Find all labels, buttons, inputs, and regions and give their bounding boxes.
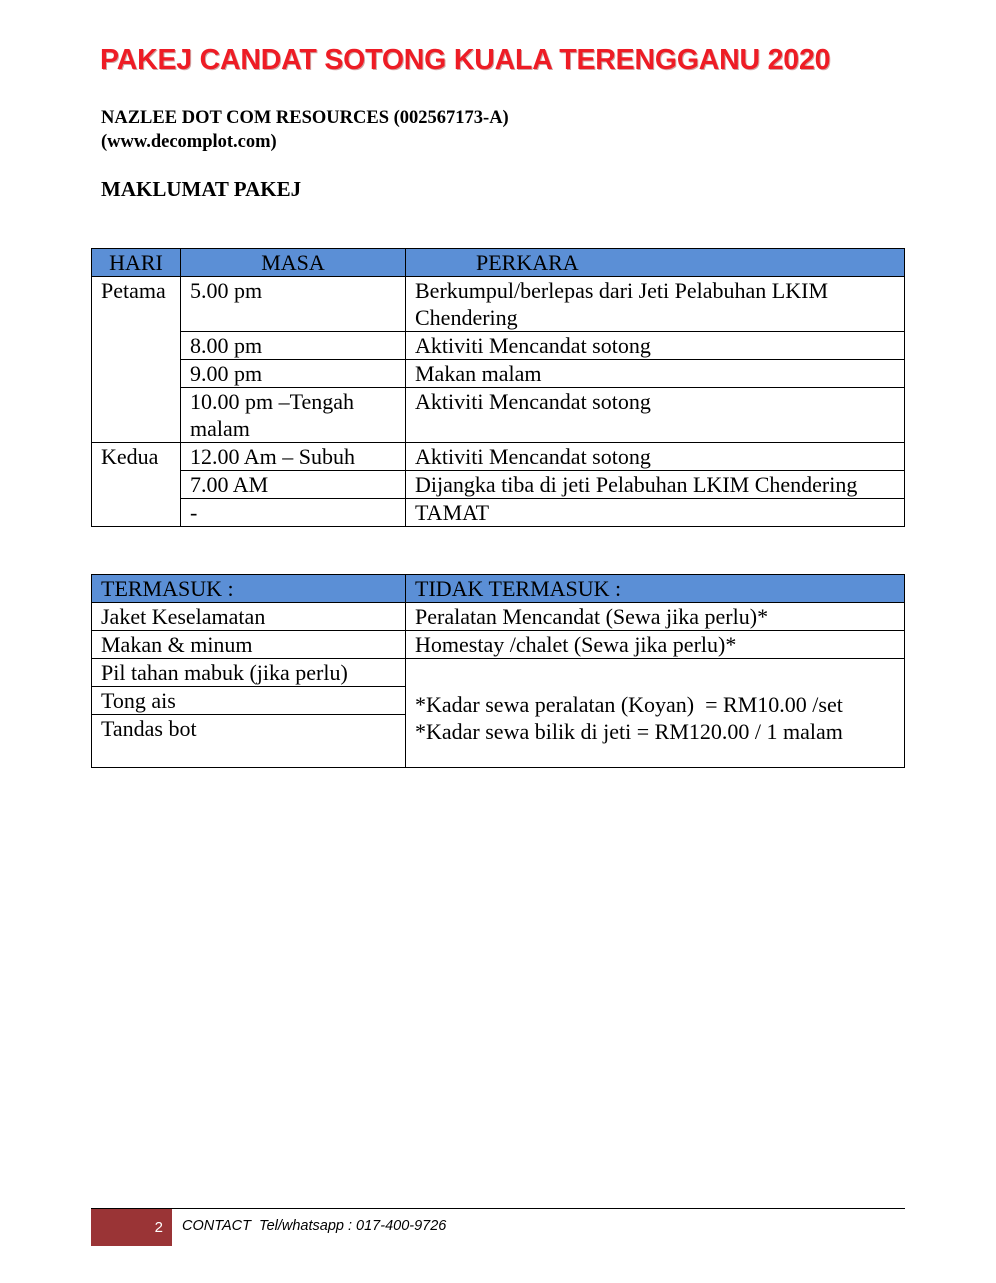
time-cell: 9.00 pm: [181, 360, 406, 388]
day-cell: [92, 499, 181, 527]
rental-rates: [406, 659, 905, 768]
included-item: Makan & minum: [92, 631, 406, 659]
day-cell: [92, 360, 181, 388]
day-cell: [92, 388, 181, 443]
header-masa: MASA: [181, 249, 406, 277]
table-row: [92, 360, 905, 388]
day-cell: [92, 332, 181, 360]
table-row: [92, 603, 905, 631]
activity-cell: TAMAT: [406, 499, 905, 527]
header-included: TERMASUK :: [92, 575, 406, 603]
included-item: Tandas bot: [92, 715, 406, 768]
footer-contact: CONTACT Tel/whatsapp : 017-400-9726: [182, 1218, 447, 1234]
footer-divider: [91, 1208, 905, 1209]
excluded-item: Homestay /chalet (Sewa jika perlu)*: [406, 631, 905, 659]
included-item: Tong ais: [92, 687, 406, 715]
table-row: [92, 277, 905, 332]
time-cell: -: [181, 499, 406, 527]
page-number: 2: [91, 1209, 172, 1246]
time-cell: 8.00 pm: [181, 332, 406, 360]
time-cell: 10.00 pm –Tengah malam: [181, 388, 406, 443]
included-item: Pil tahan mabuk (jika perlu): [92, 659, 406, 687]
company-website: (www.decomplot.com): [101, 132, 277, 152]
included-item: Jaket Keselamatan: [92, 603, 406, 631]
table-row: [92, 332, 905, 360]
time-cell: 5.00 pm: [181, 277, 406, 332]
header-excluded: TIDAK TERMASUK :: [406, 575, 905, 603]
activity-cell: Aktiviti Mencandat sotong: [406, 443, 905, 471]
day-cell: Kedua: [92, 443, 181, 471]
page-title: PAKEJ CANDAT SOTONG KUALA TERENGGANU 2020: [100, 44, 831, 76]
excluded-item: Peralatan Mencandat (Sewa jika perlu)*: [406, 603, 905, 631]
activity-cell: Aktiviti Mencandat sotong: [406, 332, 905, 360]
company-info: [101, 106, 509, 154]
inclusions-table: [91, 574, 905, 768]
schedule-header-row: [92, 249, 905, 277]
day-cell: Petama: [92, 277, 181, 332]
table-row: [92, 499, 905, 527]
table-row: [92, 631, 905, 659]
header-perkara: PERKARA: [406, 249, 905, 277]
table-row: [92, 471, 905, 499]
activity-cell: Berkumpul/berlepas dari Jeti Pelabuhan LKIM Chendering: [406, 277, 905, 332]
table-row: [92, 659, 905, 687]
time-cell: 7.00 AM: [181, 471, 406, 499]
company-name: NAZLEE DOT COM RESOURCES (002567173-A): [101, 108, 509, 128]
rate-room: *Kadar sewa bilik di jeti = RM120.00 / 1 malam: [415, 719, 843, 744]
header-hari: HARI: [92, 249, 181, 277]
activity-cell: Dijangka tiba di jeti Pelabuhan LKIM Chendering: [406, 471, 905, 499]
inclusions-header-row: [92, 575, 905, 603]
schedule-table: [91, 248, 905, 527]
day-cell: [92, 471, 181, 499]
table-row: [92, 388, 905, 443]
activity-cell: Aktiviti Mencandat sotong: [406, 388, 905, 443]
section-heading: MAKLUMAT PAKEJ: [101, 177, 302, 201]
rate-equipment: *Kadar sewa peralatan (Koyan) = RM10.00 /set: [415, 692, 843, 717]
time-cell: 12.00 Am – Subuh: [181, 443, 406, 471]
activity-cell: Makan malam: [406, 360, 905, 388]
table-row: [92, 443, 905, 471]
